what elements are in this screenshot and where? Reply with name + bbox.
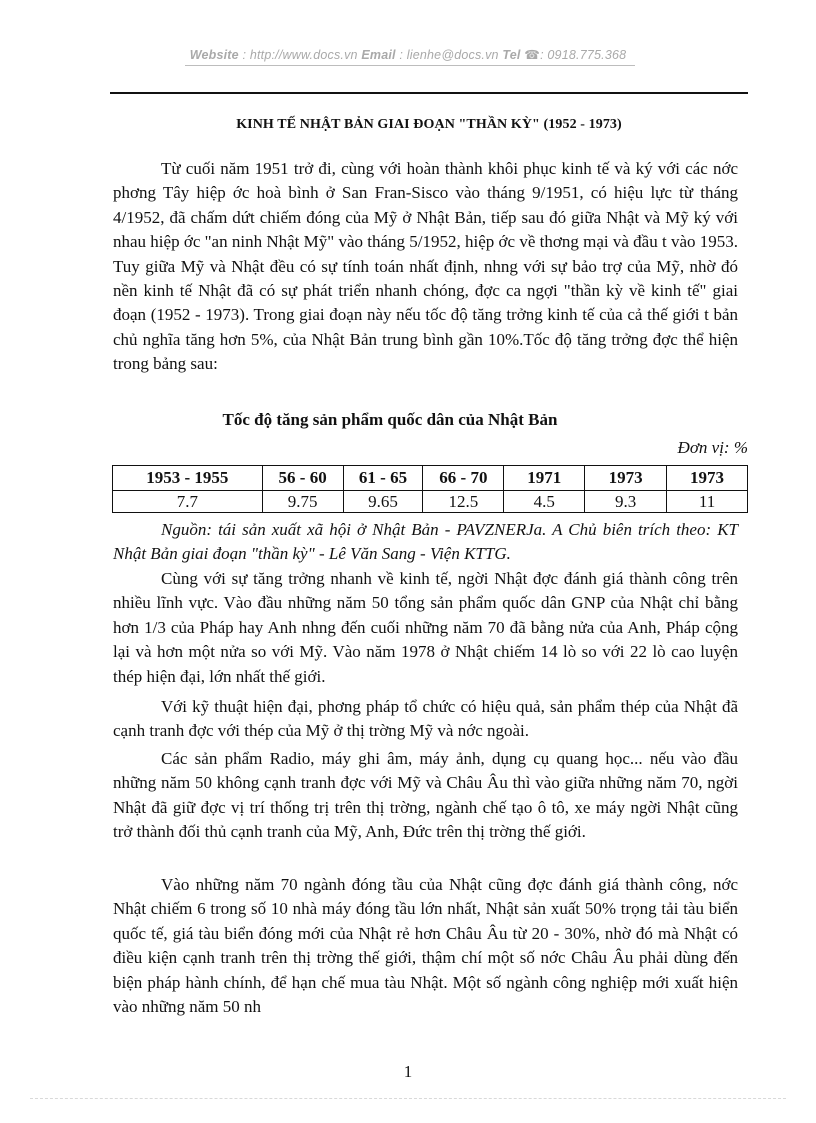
page-header-contact [0, 47, 816, 62]
header-divider [185, 65, 635, 66]
table-cell: 9.3 [585, 491, 667, 513]
paragraph-electronics: Các sản phẩm Radio, máy ghi âm, máy ảnh, dụng cụ quang học... nếu vào đầu những năm 50 không cạnh tranh đợc với Mỹ và Châu Âu thì vào giữa những năm 70, ngời Nhật đã giữ đợc vị trí thống trị trên thị trờng, ngành chế tạo ô tô, xe máy ngời Nhật cũng trở thành đối thủ cạnh tranh của Mỹ, Anh, Đức trên thị trờng thế giới. [113, 749, 738, 842]
paragraph-shipbuilding: Vào những năm 70 ngành đóng tầu của Nhật cũng đợc đánh giá thành công, nớc Nhật chiếm 6 trong số 10 nhà máy đóng tầu lớn nhất, Nhật sản xuất 50% trọng tải tàu biển quốc tế, giá tàu biển đóng mới của Nhật rẻ hơn Châu Âu từ 20 - 30%, nhờ đó mà Nhật có điều kiện cạnh tranh trên thị trờng thế giới, thậm chí một số nớc Châu Âu phải dùng đến biện pháp hành chính, để hạn chế mua tàu Nhật. Một số ngành công nghiệp mới xuất hiện vào những năm 50 nh [113, 875, 738, 1017]
email-label: Email [361, 48, 396, 62]
paragraph-steel: Với kỹ thuật hiện đại, phơng pháp tổ chức có hiệu quả, sản phẩm thép của Nhật đã cạnh tranh đợc với thép của Mỹ ở thị trờng Mỹ và nớc ngoài. [113, 697, 738, 741]
table-cell: 12.5 [423, 491, 504, 513]
table-unit: Đơn vị: % [677, 438, 748, 457]
email-link[interactable]: : lienhe@docs.vn [399, 48, 499, 62]
paragraph-growth: Cùng với sự tăng trởng nhanh về kinh tế, ngời Nhật đợc đánh giá thành công trên nhiều lĩnh vực. Vào đầu những năm 50 tổng sản phẩm quốc dân GNP của Nhật chỉ bằng hơn 1/3 của Pháp hay Anh nhng đến cuối những năm 70 đã bằng nửa của Anh, Pháp cộng lại và hơn một nửa so với Mỹ. Vào năm 1978 ở Nhật chiếm 14 lò so với 22 lò cao luyện thép hiện đại, lớn nhất thế giới. [113, 569, 738, 686]
table-row [113, 491, 748, 513]
website-link[interactable]: : http://www.docs.vn [242, 48, 358, 62]
tel-value: : 0918.775.368 [540, 48, 627, 62]
table-header-row [113, 466, 748, 491]
table-title: Tốc độ tăng sản phẩm quốc dân của Nhật Bản [222, 410, 558, 429]
table-cell: 9.75 [262, 491, 343, 513]
table-cell: 4.5 [504, 491, 585, 513]
table-header-cell: 1953 - 1955 [113, 466, 263, 491]
growth-table [112, 465, 748, 513]
paragraph-intro: Từ cuối năm 1951 trở đi, cùng với hoàn thành khôi phục kinh tế và ký với các nớc phơng Tây hiệp ớc hoà bình ở San Fran-Sisco vào tháng 9/1951, có hiệu lực từ tháng 4/1952, đã chấm dứt chiếm đóng của Mỹ ở Nhật Bản, tiếp sau đó giữa Nhật và Mỹ ký với nhau hiệp ớc "an ninh Nhật Mỹ" vào tháng 5/1952, hiệp ớc về thơng mại và đầu t vào 1953. Tuy giữa Mỹ và Nhật đều có sự tính toán nhất định, nhng với sự bảo trợ của Mỹ, nhờ đó nền kinh tế Nhật đã có sự phát triển nhanh chóng, đợc ca ngợi "thần kỳ về kinh tế" giai đoạn (1952 - 1973). Trong giai đoạn này nếu tốc độ tăng trởng kinh tế của cả thế giới t bản chủ nghĩa tăng hơn 5%, của Nhật Bản trung bình gần 10%.Tốc độ tăng trởng đợc thể hiện trong bảng sau: [113, 159, 738, 374]
phone-icon: ☎ [524, 48, 541, 62]
top-rule [110, 92, 748, 94]
table-header-cell: 1973 [585, 466, 667, 491]
table-cell: 11 [667, 491, 748, 513]
table-header-cell: 1971 [504, 466, 585, 491]
table-cell: 9.65 [343, 491, 423, 513]
table-cell: 7.7 [113, 491, 263, 513]
table-header-cell: 61 - 65 [343, 466, 423, 491]
page-number: 1 [403, 1062, 413, 1081]
table-header-cell: 56 - 60 [262, 466, 343, 491]
footer-divider [30, 1098, 786, 1099]
website-label: Website [189, 48, 239, 62]
table-source-note: Nguồn: tái sản xuất xã hội ở Nhật Bản - PAVZNERJa. A Chủ biên trích theo: KT Nhật Bản giai đoạn "thần kỳ" - Lê Văn Sang - Viện KTTG. [113, 520, 738, 564]
table-header-cell: 1973 [667, 466, 748, 491]
table-header-cell: 66 - 70 [423, 466, 504, 491]
tel-label: Tel [502, 48, 521, 62]
document-title: KINH TẾ NHẬT BẢN GIAI ĐOẠN "THẦN KỲ" (1952 - 1973) [236, 117, 622, 132]
